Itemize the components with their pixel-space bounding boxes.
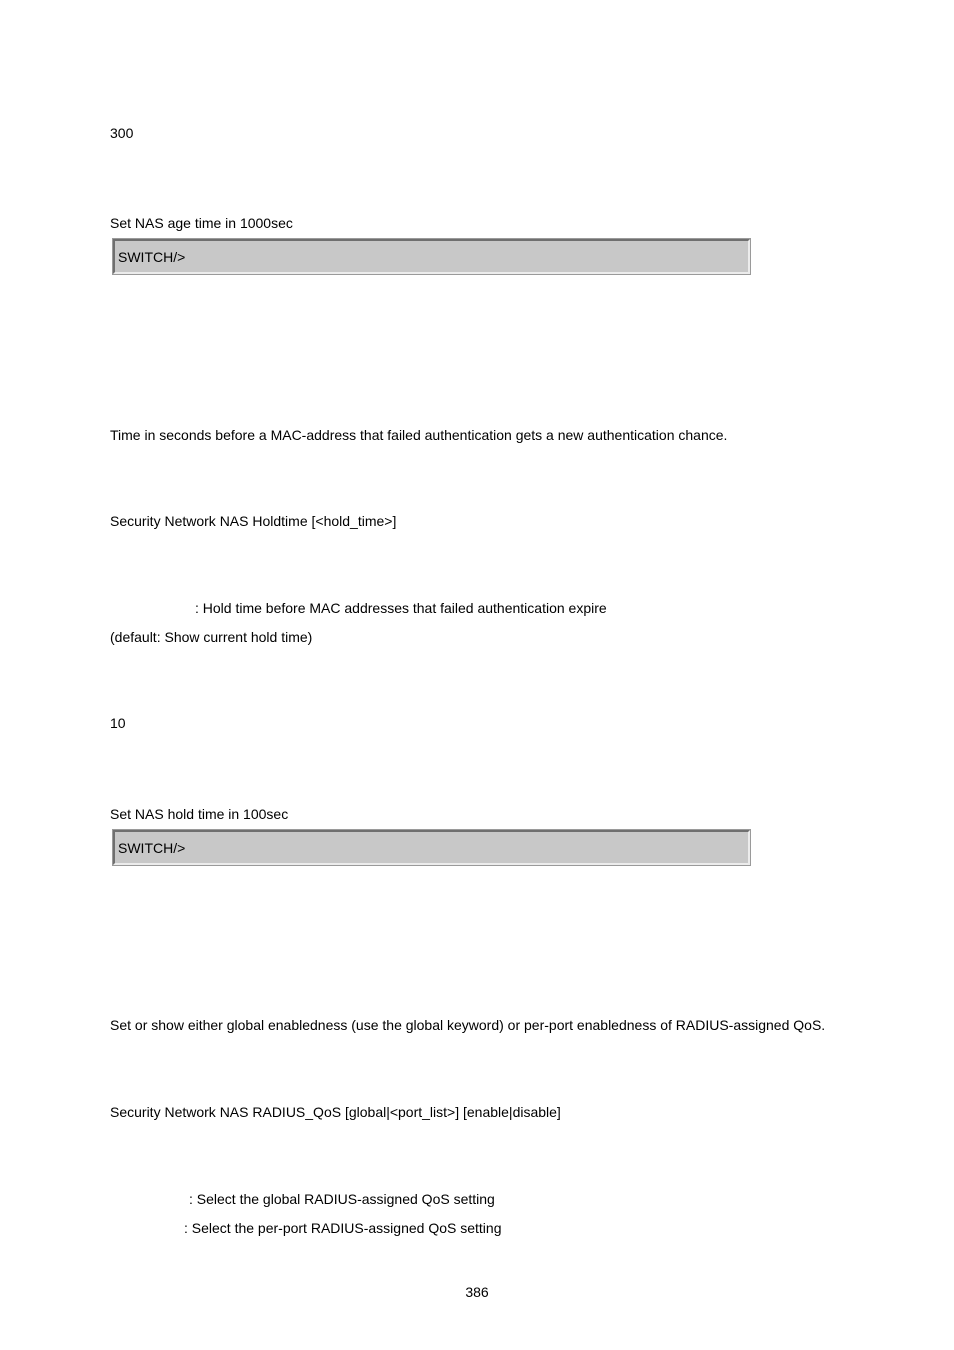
command-prompt: SWITCH/> <box>118 840 186 856</box>
parameter-default: (default: Show current hold time) <box>110 629 313 645</box>
example-text: Set NAS hold time in 100sec <box>110 806 289 822</box>
page-number: 386 <box>465 1284 489 1300</box>
parameter-description: : Hold time before MAC addresses that failed authentication expire <box>195 600 607 616</box>
command-box <box>113 239 750 274</box>
description-text: Set or show either global enabledness (use the global keyword) or per-port enabledness of RADIUS-assigned QoS. <box>110 1017 826 1033</box>
command-prompt: SWITCH/> <box>118 249 186 265</box>
description-text: Time in seconds before a MAC-address that failed authentication gets a new authentication chance. <box>110 427 728 443</box>
syntax-text: Security Network NAS Holdtime [<hold_time>] <box>110 513 397 529</box>
command-box <box>113 830 750 865</box>
default-value: 10 <box>110 715 126 731</box>
syntax-text: Security Network NAS RADIUS_QoS [global|<port_list>] [enable|disable] <box>110 1104 561 1120</box>
default-value: 300 <box>110 125 134 141</box>
parameter-port-description: : Select the per-port RADIUS-assigned QoS setting <box>184 1220 502 1236</box>
example-text: Set NAS age time in 1000sec <box>110 215 293 231</box>
parameter-global-description: : Select the global RADIUS-assigned QoS setting <box>189 1191 495 1207</box>
